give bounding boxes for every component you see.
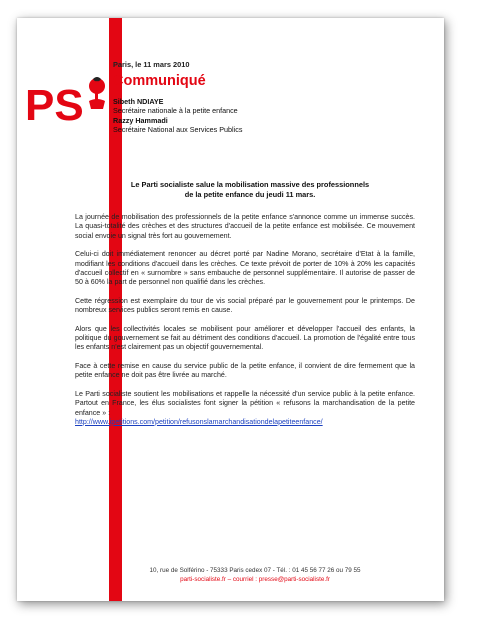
ps-logo-text: PS	[25, 81, 84, 130]
footer-website[interactable]: parti-socialiste.fr	[180, 576, 226, 583]
petition-link[interactable]: http://www.ipetitions.com/petition/refusonslamarchandisationdelapetiteenfance/	[75, 417, 323, 426]
document-page	[17, 18, 444, 601]
document-title: Communiqué	[113, 73, 206, 89]
contact-name: Razzy Hammadi	[113, 115, 168, 125]
paragraph: Celui-ci doit immédiatement renoncer au décret porté par Nadine Morano, secrétaire d'Etat à la famille, modifiant les conditions d'accueil dans les crèches. Ce texte prévoit de porter de 10% à 20% les capacités d'accueil collectif en « surnombre » sans embauche de personnel supplémentaire. Il autorise de passer de 50 à 60% la part de personnel non qualifié dans les crèches.	[75, 250, 415, 287]
fist-rose-icon	[89, 77, 105, 109]
article-title: Le Parti socialiste salue la mobilisation massive des professionnels de la petite enfance du jeudi 11 mars.	[130, 180, 370, 199]
contacts-list	[113, 97, 413, 135]
paragraph: Cette régression est exemplaire du tour de vis social préparé par le gouvernement pour le printemps. De nombreux services publics seront remis en cause.	[75, 296, 415, 315]
paragraph: Face à cette remise en cause du service public de la petite enfance, il convient de dire fermement que la petite enfance ne doit pas être livrée au marché.	[75, 361, 415, 380]
contact-role: Secrétaire National aux Services Publics	[113, 125, 243, 135]
ps-logo	[23, 73, 113, 133]
footer	[75, 566, 435, 584]
paragraph: Alors que les collectivités locales se mobilisent pour améliorer et développer l'accueil des enfants, la politique du gouvernement se fait au détriment des conditions d'accueil. La promotion de l'égalité entre tous les enfants n'est clairement pas un objectif gouvernemental.	[75, 324, 415, 352]
paragraph: La journée de mobilisation des professionnels de la petite enfance s'annonce comme un immense succès. La quasi-totalité des crèches et des structures d'accueil de la petite enfance est mobilisée. Ce mouvement social envoie un signal très fort au gouvernement.	[75, 213, 415, 240]
contact-role: Secrétaire nationale à la petite enfance	[113, 106, 238, 116]
release-date: Paris, le 11 mars 2010	[113, 60, 190, 69]
article-body	[75, 213, 415, 436]
contact-name: Sibeth NDIAYE	[113, 97, 164, 106]
paragraph: Le Parti socialiste soutient les mobilisations et rappelle la nécessité d'un service public à la petite enfance. Partout en France, les élus socialistes font signer la pétition « refusons la marchandisation de la petite enfance » : http://www.ipetitions.com/petition/refusonslamarchandisationdelapetiteenfance/	[75, 389, 415, 426]
footer-address: 10, rue de Solférino - 75333 Paris cedex 07 - Tél. : 01 45 56 77 26 ou 79 55	[149, 567, 361, 574]
footer-email[interactable]: – courriel : presse@parti-socialiste.fr	[225, 576, 330, 583]
header-block	[113, 60, 243, 135]
